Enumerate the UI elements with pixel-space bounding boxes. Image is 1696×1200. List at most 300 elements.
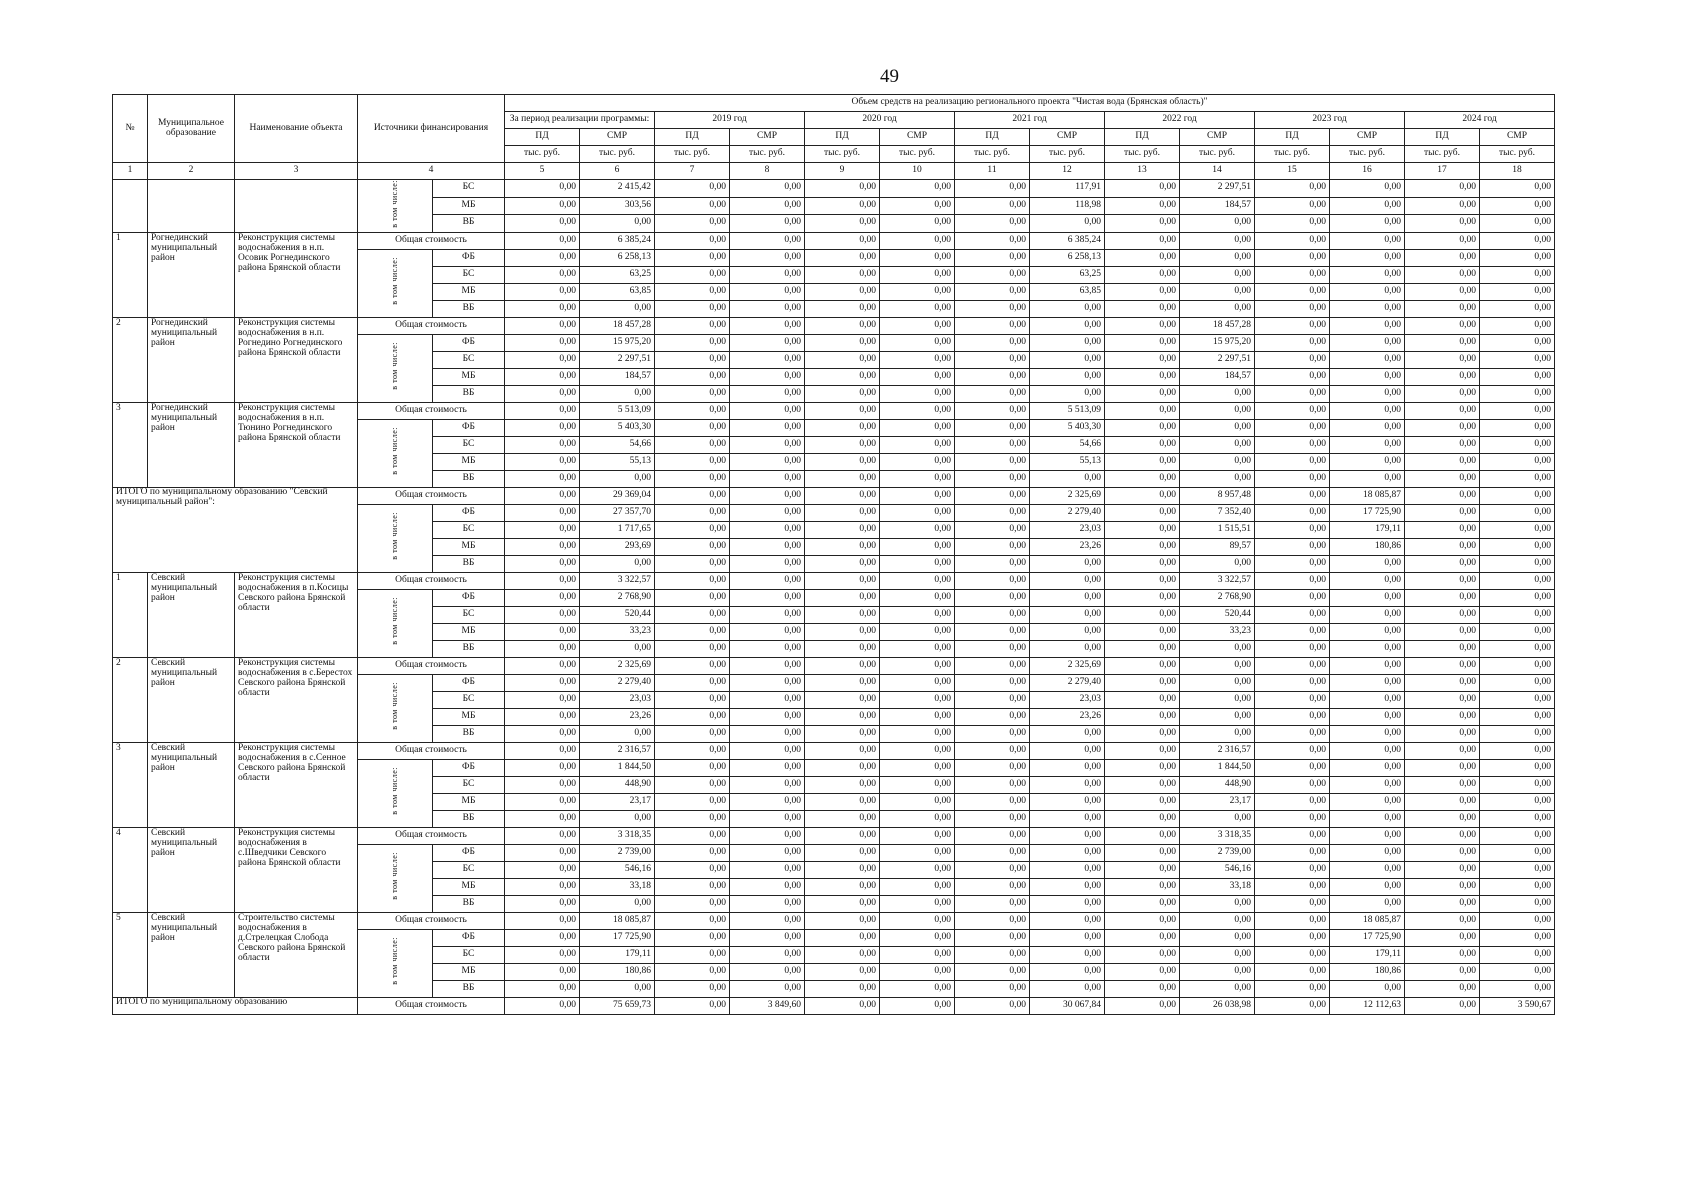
- value-cell: 0,00: [655, 895, 730, 912]
- value-cell: 179,11: [580, 946, 655, 963]
- value-cell: 0,00: [1255, 657, 1330, 674]
- value-cell: 0,00: [655, 793, 730, 810]
- value-cell: 0,00: [1105, 657, 1180, 674]
- value-cell: 6 258,13: [580, 249, 655, 266]
- value-cell: 0,00: [955, 197, 1030, 215]
- value-cell: 0,00: [505, 929, 580, 946]
- unit-header: тыс. руб.: [1405, 146, 1480, 163]
- value-cell: 0,00: [505, 470, 580, 487]
- value-cell: 23,03: [580, 691, 655, 708]
- value-cell: 0,00: [730, 861, 805, 878]
- value-cell: 18 457,28: [1180, 317, 1255, 334]
- value-cell: 0,00: [730, 266, 805, 283]
- value-cell: 0,00: [505, 351, 580, 368]
- value-cell: 0,00: [1480, 691, 1555, 708]
- value-cell: 0,00: [955, 470, 1030, 487]
- value-cell: 2 768,90: [580, 589, 655, 606]
- value-cell: 0,00: [1405, 674, 1480, 691]
- value-cell: 0,00: [1255, 232, 1330, 249]
- value-cell: 303,56: [580, 197, 655, 215]
- value-cell: 0,00: [1105, 844, 1180, 861]
- value-cell: 0,00: [1330, 232, 1405, 249]
- period-header-2024: 2024 год: [1405, 112, 1555, 129]
- value-cell: 0,00: [1255, 997, 1330, 1014]
- value-cell: 0,00: [1255, 691, 1330, 708]
- value-cell: 0,00: [1255, 266, 1330, 283]
- value-cell: 0,00: [655, 368, 730, 385]
- value-cell: 0,00: [1030, 810, 1105, 827]
- value-cell: 0,00: [1405, 283, 1480, 300]
- value-cell: 0,00: [805, 895, 880, 912]
- value-cell: 0,00: [1480, 895, 1555, 912]
- value-cell: 0,00: [1030, 351, 1105, 368]
- value-cell: 6 258,13: [1030, 249, 1105, 266]
- column-index-cell: 18: [1480, 163, 1555, 180]
- value-cell: 0,00: [955, 232, 1030, 249]
- value-cell: 0,00: [505, 300, 580, 317]
- value-cell: 0,00: [730, 453, 805, 470]
- column-index-cell: 4: [358, 163, 505, 180]
- source-cell: БС: [433, 776, 505, 793]
- value-cell: 0,00: [1330, 606, 1405, 623]
- value-cell: 0,00: [505, 521, 580, 538]
- smr-header: СМР: [1180, 129, 1255, 146]
- value-cell: 520,44: [580, 606, 655, 623]
- value-cell: 0,00: [730, 980, 805, 997]
- value-cell: 2 297,51: [580, 351, 655, 368]
- value-cell: 0,00: [655, 487, 730, 504]
- value-cell: 0,00: [1330, 436, 1405, 453]
- value-cell: 17 725,90: [1330, 929, 1405, 946]
- value-cell: 0,00: [1255, 742, 1330, 759]
- object-name-cell: Реконструкция системы водоснабжения в с.Сенное Севского района Брянской области: [235, 742, 358, 827]
- value-cell: 0,00: [1480, 487, 1555, 504]
- value-cell: 0,00: [880, 521, 955, 538]
- row-number: 3: [113, 742, 148, 827]
- value-cell: 0,00: [805, 725, 880, 742]
- value-cell: 0,00: [805, 538, 880, 555]
- value-cell: 0,00: [1255, 980, 1330, 997]
- unit-header: тыс. руб.: [1180, 146, 1255, 163]
- value-cell: 0,00: [880, 929, 955, 946]
- source-cell: БС: [433, 266, 505, 283]
- value-cell: 0,00: [1480, 640, 1555, 657]
- value-cell: 0,00: [655, 215, 730, 233]
- value-cell: 0,00: [955, 912, 1030, 929]
- value-cell: 0,00: [1330, 334, 1405, 351]
- value-cell: 0,00: [955, 436, 1030, 453]
- value-cell: 2 325,69: [1030, 657, 1105, 674]
- value-cell: 0,00: [1105, 793, 1180, 810]
- value-cell: 0,00: [655, 606, 730, 623]
- value-cell: 0,00: [1030, 878, 1105, 895]
- in-that-number-group: [358, 180, 433, 233]
- source-cell: ВБ: [433, 640, 505, 657]
- period-header-2021: 2021 год: [955, 112, 1105, 129]
- value-cell: 0,00: [655, 232, 730, 249]
- value-cell: 0,00: [1480, 385, 1555, 402]
- value-cell: 0,00: [880, 623, 955, 640]
- value-cell: 0,00: [1405, 980, 1480, 997]
- value-cell: 0,00: [505, 827, 580, 844]
- itogo-label: ИТОГО по муниципальному образованию "Севский муниципальный район":: [113, 487, 358, 572]
- value-cell: 0,00: [1030, 317, 1105, 334]
- value-cell: 0,00: [730, 385, 805, 402]
- value-cell: 0,00: [655, 878, 730, 895]
- value-cell: 0,00: [730, 606, 805, 623]
- value-cell: 0,00: [1030, 980, 1105, 997]
- value-cell: 0,00: [1480, 232, 1555, 249]
- value-cell: 0,00: [655, 538, 730, 555]
- value-cell: 0,00: [1330, 759, 1405, 776]
- value-cell: 0,00: [1255, 776, 1330, 793]
- value-cell: 6 385,24: [1030, 232, 1105, 249]
- value-cell: 0,00: [505, 283, 580, 300]
- value-cell: 0,00: [805, 436, 880, 453]
- value-cell: 118,98: [1030, 197, 1105, 215]
- value-cell: 0,00: [1030, 300, 1105, 317]
- value-cell: 0,00: [1030, 742, 1105, 759]
- value-cell: 0,00: [730, 197, 805, 215]
- column-index-cell: 13: [1105, 163, 1180, 180]
- value-cell: 0,00: [655, 742, 730, 759]
- value-cell: 18 457,28: [580, 317, 655, 334]
- source-cell: ВБ: [433, 300, 505, 317]
- value-cell: 0,00: [505, 997, 580, 1014]
- value-cell: 0,00: [805, 385, 880, 402]
- value-cell: 0,00: [955, 385, 1030, 402]
- source-cell: ВБ: [433, 725, 505, 742]
- value-cell: 0,00: [880, 810, 955, 827]
- value-cell: 0,00: [805, 232, 880, 249]
- value-cell: 0,00: [1405, 368, 1480, 385]
- total-cost-label: Общая стоимость: [358, 317, 505, 334]
- value-cell: 18 085,87: [1330, 487, 1405, 504]
- value-cell: 0,00: [805, 572, 880, 589]
- municipality-cell: Севский муниципальный район: [148, 742, 235, 827]
- pd-header: ПД: [955, 129, 1030, 146]
- column-index-cell: 16: [1330, 163, 1405, 180]
- value-cell: 0,00: [580, 385, 655, 402]
- row-number: 1: [113, 232, 148, 317]
- value-cell: 0,00: [1180, 725, 1255, 742]
- value-cell: 0,00: [730, 368, 805, 385]
- value-cell: 0,00: [1330, 368, 1405, 385]
- value-cell: 0,00: [805, 402, 880, 419]
- value-cell: 0,00: [1105, 827, 1180, 844]
- value-cell: 0,00: [1105, 946, 1180, 963]
- value-cell: 0,00: [1255, 300, 1330, 317]
- table-row: [113, 180, 1555, 198]
- value-cell: 0,00: [1330, 385, 1405, 402]
- value-cell: 0,00: [1330, 317, 1405, 334]
- value-cell: 0,00: [1480, 657, 1555, 674]
- value-cell: 0,00: [730, 180, 805, 198]
- value-cell: 0,00: [1105, 232, 1180, 249]
- value-cell: 179,11: [1330, 521, 1405, 538]
- in-that-number-label: в том числе:: [389, 342, 399, 391]
- value-cell: 0,00: [1105, 180, 1180, 198]
- value-cell: 3 322,57: [1180, 572, 1255, 589]
- value-cell: 0,00: [880, 419, 955, 436]
- value-cell: 0,00: [880, 657, 955, 674]
- in-that-number-group: [358, 249, 433, 317]
- value-cell: 0,00: [955, 402, 1030, 419]
- value-cell: 0,00: [955, 827, 1030, 844]
- value-cell: 0,00: [1105, 640, 1180, 657]
- in-that-number-label: в том числе:: [389, 682, 399, 731]
- value-cell: 0,00: [955, 521, 1030, 538]
- value-cell: 0,00: [1330, 283, 1405, 300]
- value-cell: 0,00: [505, 623, 580, 640]
- value-cell: 0,00: [730, 334, 805, 351]
- value-cell: 0,00: [955, 504, 1030, 521]
- value-cell: 0,00: [1405, 266, 1480, 283]
- value-cell: 0,00: [880, 827, 955, 844]
- value-cell: 0,00: [1105, 470, 1180, 487]
- col-header-mo: Муниципальное образование: [148, 95, 235, 163]
- table-row: [113, 317, 1555, 334]
- value-cell: 1 844,50: [1180, 759, 1255, 776]
- in-that-number-label: в том числе:: [389, 257, 399, 306]
- value-cell: 0,00: [1480, 793, 1555, 810]
- value-cell: 2 279,40: [1030, 674, 1105, 691]
- value-cell: 23,26: [1030, 708, 1105, 725]
- value-cell: 0,00: [955, 963, 1030, 980]
- value-cell: 0,00: [1405, 504, 1480, 521]
- value-cell: 30 067,84: [1030, 997, 1105, 1014]
- value-cell: 0,00: [505, 249, 580, 266]
- in-that-number-label: в том числе:: [389, 852, 399, 901]
- value-cell: 0,00: [655, 555, 730, 572]
- value-cell: 0,00: [655, 197, 730, 215]
- value-cell: 0,00: [1480, 470, 1555, 487]
- value-cell: 0,00: [805, 691, 880, 708]
- value-cell: 0,00: [505, 776, 580, 793]
- value-cell: 0,00: [655, 402, 730, 419]
- value-cell: 0,00: [1255, 368, 1330, 385]
- value-cell: 0,00: [880, 470, 955, 487]
- source-cell: ФБ: [433, 929, 505, 946]
- value-cell: 0,00: [805, 776, 880, 793]
- value-cell: 179,11: [1330, 946, 1405, 963]
- value-cell: 0,00: [955, 180, 1030, 198]
- value-cell: 0,00: [805, 980, 880, 997]
- value-cell: 0,00: [505, 725, 580, 742]
- value-cell: 0,00: [955, 283, 1030, 300]
- column-index-cell: 10: [880, 163, 955, 180]
- value-cell: 0,00: [1255, 759, 1330, 776]
- in-that-number-group: [358, 674, 433, 742]
- table-row: [113, 487, 1555, 504]
- value-cell: 0,00: [505, 657, 580, 674]
- value-cell: 0,00: [730, 402, 805, 419]
- value-cell: 0,00: [655, 623, 730, 640]
- value-cell: 0,00: [655, 317, 730, 334]
- value-cell: 0,00: [505, 215, 580, 233]
- value-cell: 0,00: [580, 640, 655, 657]
- value-cell: 0,00: [1480, 180, 1555, 198]
- value-cell: 0,00: [1405, 844, 1480, 861]
- value-cell: 0,00: [880, 538, 955, 555]
- value-cell: 0,00: [805, 589, 880, 606]
- funding-table: [112, 94, 1555, 1015]
- row-number: [113, 180, 148, 233]
- value-cell: 6 385,24: [580, 232, 655, 249]
- value-cell: 0,00: [655, 946, 730, 963]
- value-cell: 0,00: [1480, 708, 1555, 725]
- source-cell: БС: [433, 946, 505, 963]
- object-name-cell: Реконструкция системы водоснабжения в с.Шведчики Севского района Брянской области: [235, 827, 358, 912]
- value-cell: 0,00: [505, 895, 580, 912]
- value-cell: 0,00: [730, 929, 805, 946]
- value-cell: 0,00: [730, 470, 805, 487]
- period-header-program: За период реализации программы:: [505, 112, 655, 129]
- value-cell: 0,00: [1105, 504, 1180, 521]
- value-cell: 0,00: [505, 385, 580, 402]
- value-cell: 0,00: [1030, 963, 1105, 980]
- value-cell: 0,00: [1330, 844, 1405, 861]
- value-cell: 0,00: [805, 878, 880, 895]
- value-cell: 0,00: [655, 912, 730, 929]
- value-cell: 0,00: [1330, 589, 1405, 606]
- value-cell: 0,00: [505, 742, 580, 759]
- column-index-cell: 2: [148, 163, 235, 180]
- row-number: 3: [113, 402, 148, 487]
- value-cell: 0,00: [805, 997, 880, 1014]
- value-cell: 0,00: [805, 351, 880, 368]
- value-cell: 0,00: [1180, 283, 1255, 300]
- unit-header: тыс. руб.: [955, 146, 1030, 163]
- value-cell: 0,00: [1480, 351, 1555, 368]
- source-cell: ФБ: [433, 844, 505, 861]
- value-cell: 0,00: [655, 980, 730, 997]
- value-cell: 0,00: [580, 470, 655, 487]
- value-cell: 0,00: [1480, 980, 1555, 997]
- value-cell: 0,00: [1255, 861, 1330, 878]
- value-cell: 0,00: [1255, 946, 1330, 963]
- value-cell: 0,00: [1255, 963, 1330, 980]
- value-cell: 0,00: [730, 572, 805, 589]
- value-cell: 0,00: [805, 215, 880, 233]
- value-cell: 5 403,30: [1030, 419, 1105, 436]
- value-cell: 0,00: [1405, 963, 1480, 980]
- value-cell: 2 415,42: [580, 180, 655, 198]
- value-cell: 0,00: [880, 912, 955, 929]
- value-cell: 0,00: [880, 215, 955, 233]
- value-cell: 0,00: [1480, 249, 1555, 266]
- value-cell: 7 352,40: [1180, 504, 1255, 521]
- value-cell: 0,00: [1105, 606, 1180, 623]
- value-cell: 0,00: [655, 589, 730, 606]
- value-cell: 0,00: [1030, 555, 1105, 572]
- source-cell: МБ: [433, 453, 505, 470]
- source-cell: ФБ: [433, 419, 505, 436]
- value-cell: 23,17: [1180, 793, 1255, 810]
- value-cell: 0,00: [1255, 453, 1330, 470]
- value-cell: 0,00: [1180, 232, 1255, 249]
- value-cell: 89,57: [1180, 538, 1255, 555]
- value-cell: 0,00: [1255, 912, 1330, 929]
- value-cell: 0,00: [1030, 759, 1105, 776]
- value-cell: 0,00: [955, 691, 1030, 708]
- value-cell: 0,00: [1405, 538, 1480, 555]
- value-cell: 33,18: [580, 878, 655, 895]
- value-cell: 3 322,57: [580, 572, 655, 589]
- value-cell: 0,00: [1255, 606, 1330, 623]
- source-cell: ФБ: [433, 589, 505, 606]
- value-cell: 0,00: [1105, 351, 1180, 368]
- table-row: [113, 657, 1555, 674]
- value-cell: 0,00: [730, 317, 805, 334]
- value-cell: 0,00: [1255, 436, 1330, 453]
- value-cell: 0,00: [955, 215, 1030, 233]
- value-cell: 0,00: [955, 334, 1030, 351]
- value-cell: 17 725,90: [580, 929, 655, 946]
- value-cell: 0,00: [1105, 623, 1180, 640]
- value-cell: 0,00: [1330, 708, 1405, 725]
- value-cell: 0,00: [730, 827, 805, 844]
- value-cell: 0,00: [730, 895, 805, 912]
- value-cell: 0,00: [955, 861, 1030, 878]
- value-cell: 0,00: [1030, 793, 1105, 810]
- value-cell: 0,00: [1405, 521, 1480, 538]
- value-cell: 0,00: [1105, 725, 1180, 742]
- value-cell: 0,00: [655, 997, 730, 1014]
- value-cell: 0,00: [1480, 334, 1555, 351]
- value-cell: 0,00: [1030, 470, 1105, 487]
- value-cell: 0,00: [1405, 929, 1480, 946]
- value-cell: 54,66: [580, 436, 655, 453]
- value-cell: 0,00: [1255, 249, 1330, 266]
- total-cost-label: Общая стоимость: [358, 572, 505, 589]
- value-cell: 23,26: [1030, 538, 1105, 555]
- source-cell: ВБ: [433, 895, 505, 912]
- value-cell: 0,00: [1255, 385, 1330, 402]
- value-cell: 0,00: [805, 368, 880, 385]
- row-number: 2: [113, 317, 148, 402]
- value-cell: 0,00: [1105, 334, 1180, 351]
- column-index-cell: 6: [580, 163, 655, 180]
- value-cell: 0,00: [1480, 912, 1555, 929]
- value-cell: 0,00: [805, 180, 880, 198]
- value-cell: 0,00: [1405, 470, 1480, 487]
- table-row: [113, 572, 1555, 589]
- value-cell: 0,00: [1480, 759, 1555, 776]
- value-cell: 0,00: [1180, 895, 1255, 912]
- source-cell: БС: [433, 521, 505, 538]
- value-cell: 0,00: [955, 640, 1030, 657]
- pd-header: ПД: [655, 129, 730, 146]
- value-cell: 0,00: [955, 623, 1030, 640]
- value-cell: 0,00: [805, 810, 880, 827]
- value-cell: 0,00: [880, 232, 955, 249]
- in-that-number-group: [358, 334, 433, 402]
- value-cell: 0,00: [1105, 589, 1180, 606]
- value-cell: 0,00: [805, 793, 880, 810]
- value-cell: 0,00: [955, 487, 1030, 504]
- value-cell: 0,00: [1255, 725, 1330, 742]
- value-cell: 0,00: [505, 844, 580, 861]
- value-cell: 0,00: [730, 946, 805, 963]
- value-cell: 0,00: [1105, 912, 1180, 929]
- value-cell: 0,00: [1180, 249, 1255, 266]
- value-cell: 8 957,48: [1180, 487, 1255, 504]
- value-cell: 5 513,09: [580, 402, 655, 419]
- value-cell: 0,00: [1255, 317, 1330, 334]
- source-cell: МБ: [433, 538, 505, 555]
- value-cell: 0,00: [730, 878, 805, 895]
